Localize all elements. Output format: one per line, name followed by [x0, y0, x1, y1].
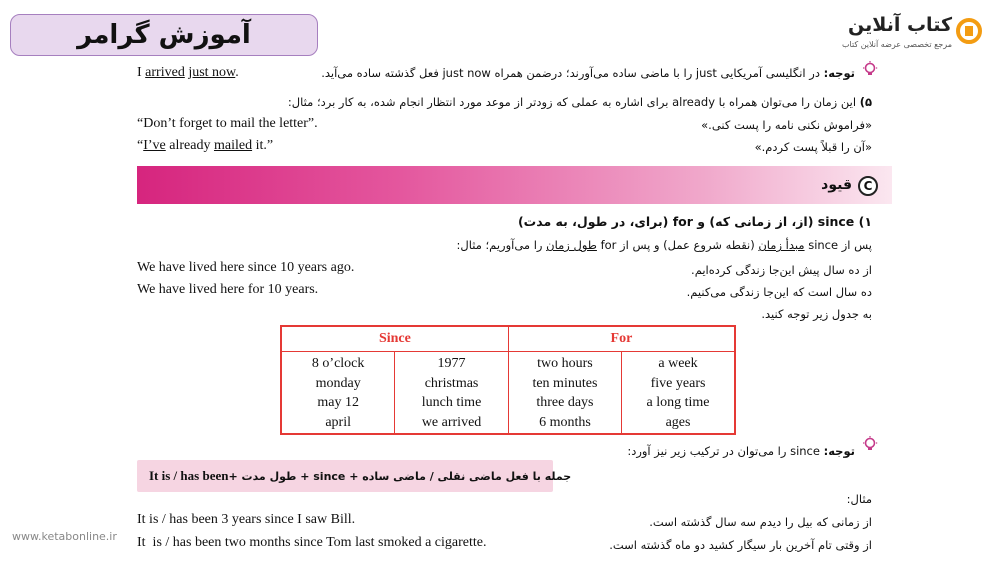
item1-example2-en: We have lived here for 10 years. — [137, 282, 319, 297]
lightbulb-icon — [862, 436, 878, 452]
table-cell: april — [325, 414, 351, 430]
section-title: قیود — [821, 177, 852, 193]
table-cell: a long time — [646, 395, 710, 410]
desc-text: پس از since — [804, 238, 872, 252]
example-text: already — [165, 138, 214, 153]
table-cell: three days — [536, 395, 594, 410]
examples-label: مثال: — [846, 492, 872, 506]
formula-fa: جمله با فعل ماضی نقلی / ماضی ساده + since + طول مدت + — [228, 469, 572, 483]
table-cell: 6 months — [539, 414, 591, 430]
note2-body: since را می‌توان در ترکیب زیر نیز آورد: — [627, 444, 820, 458]
examples-ex1-fa: از زمانی که بیل را دیدم سه سال گذشته است. — [649, 515, 872, 529]
note2-label: توجه: — [823, 444, 855, 458]
note1-label: توجه: — [823, 66, 855, 80]
section-letter: C — [863, 179, 873, 193]
note1-text — [321, 66, 855, 80]
table-cell: we arrived — [421, 414, 482, 430]
table-cell: ages — [665, 414, 691, 430]
section-band — [137, 166, 892, 204]
table-cell: may 12 — [317, 395, 359, 410]
item5-body: این زمان را می‌توان همراه با already برای اشاره به عملی که زودتر از موعد مورد انتظار انجام شده، به کار برد؛ مثال: — [287, 95, 857, 109]
table-cell: ten minutes — [532, 375, 598, 391]
item1-description — [457, 238, 873, 252]
page-title-text: آموزش گرامر — [77, 20, 251, 50]
examples-ex1-en: It is / has been 3 years since I saw Bill. — [137, 512, 356, 527]
since-column-2 — [395, 352, 509, 434]
examples-ex2-en: It is / has been two months since Tom last smoked a cigarette. — [137, 535, 487, 550]
table-cell: 8 o’clock — [311, 356, 365, 371]
example-underlined: just now — [188, 65, 236, 80]
table-cell: two hours — [537, 356, 593, 371]
item5-number: ۵) — [859, 95, 872, 109]
watermark[interactable]: www.ketabonline.ir — [12, 530, 117, 543]
table-intro: به جدول زیر توجه کنید. — [761, 307, 872, 321]
item5-example1-fa: «فراموش نکنی نامه را پست کنی.» — [701, 118, 872, 132]
desc-text: (نقطه شروع عمل) و پس از for — [596, 238, 759, 252]
page-title — [10, 14, 318, 56]
since-header: Since — [281, 326, 508, 352]
item1-example2-fa: ده سال است که این‌جا زندگی می‌کنیم. — [686, 285, 872, 299]
table-cell: monday — [315, 375, 361, 391]
formula-box — [137, 460, 572, 492]
section-letter-badge — [858, 176, 878, 196]
example-underlined: arrived — [145, 65, 185, 80]
item1-heading: ۱) since (از، از زمانی که) و for (برای، در طول، به مدت) — [517, 214, 872, 229]
item5-example2-fa: «آن را قبلاً پست کردم.» — [754, 140, 872, 154]
example-text: it.” — [252, 138, 274, 153]
table-cell: five years — [650, 375, 706, 391]
for-header: For — [508, 326, 735, 352]
example-text: “ — [137, 138, 144, 153]
table-cell: lunch time — [421, 395, 482, 410]
logo-tagline: مرجع تخصصی عرضه آنلاین کتاب — [841, 40, 952, 49]
item5-example2-en — [137, 138, 273, 154]
logo-mark-icon — [956, 18, 982, 44]
desc-text: را می‌آوریم؛ مثال: — [456, 238, 547, 252]
lightbulb-icon — [862, 61, 878, 77]
for-column-1 — [508, 352, 621, 434]
desc-underlined: مبدأ زمان — [758, 238, 805, 252]
table-cell: 1977 — [437, 356, 466, 371]
item1-example1-fa: از ده سال پیش این‌جا زندگی کرده‌ایم. — [691, 263, 872, 277]
table-cell: christmas — [424, 375, 479, 391]
example-underlined: I’ve — [143, 138, 166, 153]
item5-example1-en: “Don’t forget to mail the letter”. — [137, 116, 318, 131]
formula-en: It is / has been — [149, 468, 229, 483]
note1-example-en — [137, 65, 239, 81]
item1-example1-en: We have lived here since 10 years ago. — [137, 260, 355, 275]
since-for-table — [280, 325, 736, 435]
table-cell: a week — [658, 356, 698, 371]
example-text: I — [137, 65, 146, 80]
item5-text — [288, 95, 872, 109]
logo-name: کتاب آنلاین — [848, 14, 952, 36]
example-underlined: mailed — [213, 138, 253, 153]
for-column-2 — [622, 352, 735, 434]
site-logo[interactable] — [822, 14, 982, 54]
examples-ex2-fa: از وقتی تام آخرین بار سیگار کشید دو ماه گذشته است. — [609, 538, 872, 552]
example-text: . — [235, 65, 239, 80]
note2-text — [627, 444, 855, 458]
note1-body: در انگلیسی آمریکایی just را با ماضی ساده می‌آورند؛ درضمن همراه just now فعل گذشته ساده می‌آید. — [321, 66, 820, 80]
desc-underlined: طول زمان — [546, 238, 597, 252]
since-column-1 — [281, 352, 395, 434]
